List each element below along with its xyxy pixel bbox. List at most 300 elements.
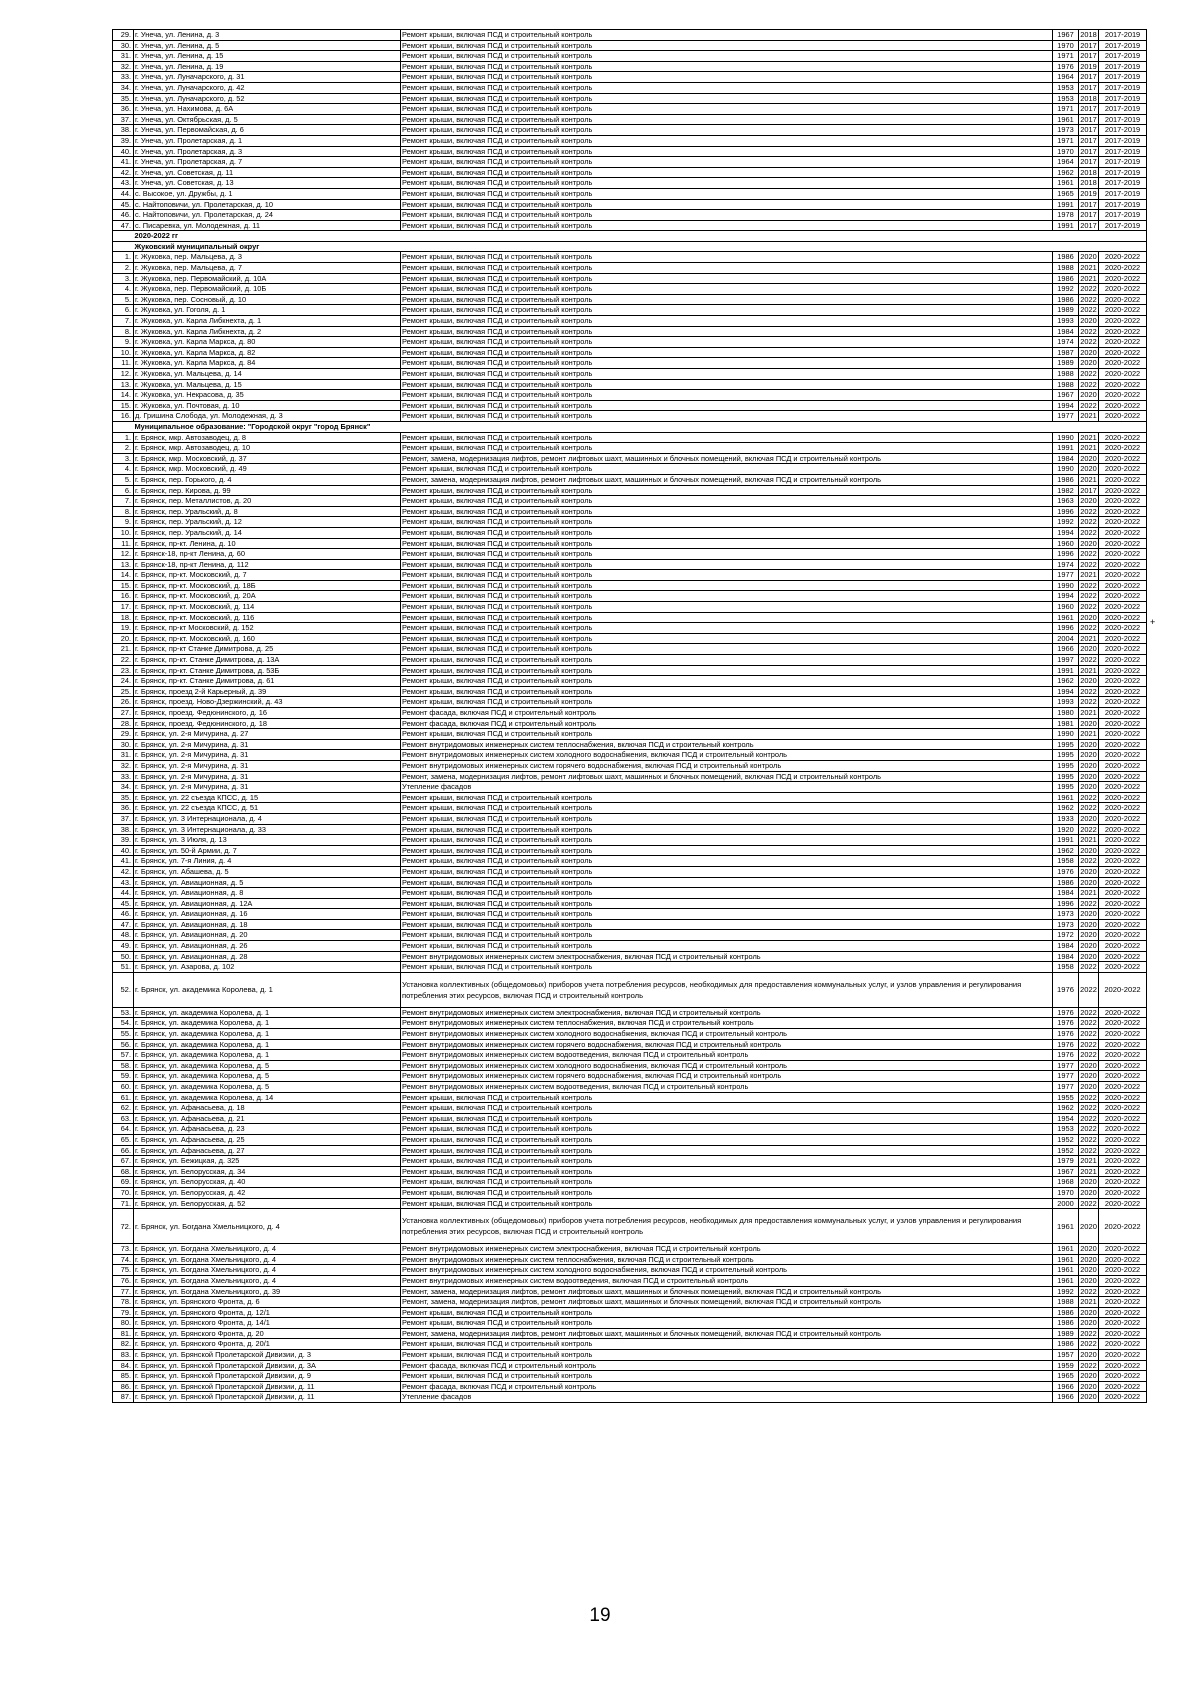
repair-year-cell: 2018 — [1080, 93, 1097, 103]
table-row — [113, 432, 1147, 443]
row-number: 50. — [113, 951, 134, 962]
address-cell: г. Брянск, ул. Брянской Пролетарской Дивизии, д. 3 — [134, 1350, 401, 1361]
row-number: 68. — [113, 1166, 134, 1177]
table-row — [113, 527, 1147, 538]
row-number: 13. — [113, 559, 134, 570]
row-number: 22. — [113, 655, 134, 666]
build-year-cell: 1970 — [1053, 40, 1079, 51]
build-year-cell: 1933 — [1053, 813, 1079, 824]
period-cell: 2020-2022 — [1099, 1166, 1147, 1177]
build-year-cell: 1980 — [1053, 708, 1079, 719]
address-cell: с. Найтоповичи, ул. Пролетарская, д. 24 — [134, 210, 401, 221]
period-cell: 2020-2022 — [1099, 792, 1147, 803]
build-year-cell: 1960 — [1053, 602, 1079, 613]
table-row — [113, 962, 1147, 973]
period-cell: 2020-2022 — [1099, 358, 1147, 369]
repair-year-cell: 2021 — [1080, 665, 1097, 675]
address-cell: г. Брянск, пр-кт. Ленина, д. 10 — [134, 538, 401, 549]
address-cell: г. Брянск, ул. Богдана Хмельницкого, д. 4 — [134, 1244, 401, 1255]
repair-year-cell: 2020 — [1080, 358, 1097, 368]
work-type-cell: Ремонт крыши, включая ПСД и строительный контроль — [401, 316, 1053, 327]
build-year-cell: 1977 — [1053, 1082, 1079, 1093]
period-cell: 2020-2022 — [1099, 1060, 1147, 1071]
address-cell: г. Жуковка, ул. Некрасова, д. 35 — [134, 390, 401, 401]
period-cell: 2020-2022 — [1099, 369, 1147, 380]
period-cell: 2020-2022 — [1099, 538, 1147, 549]
address-cell: г. Брянск, ул. Белорусская, д. 42 — [134, 1187, 401, 1198]
work-type-cell: Ремонт крыши, включая ПСД и строительный контроль — [401, 506, 1053, 517]
table-row — [113, 919, 1147, 930]
build-year-cell: 1955 — [1053, 1092, 1079, 1103]
repair-year-cell: 2020 — [1080, 644, 1097, 654]
period-cell: 2020-2022 — [1099, 623, 1147, 634]
period-cell: 2020-2022 — [1099, 390, 1147, 401]
row-number: 20. — [113, 633, 134, 644]
period-cell: 2017-2019 — [1099, 210, 1147, 221]
period-cell: 2017-2019 — [1099, 61, 1147, 72]
work-type-cell: Ремонт крыши, включая ПСД и строительный контроль — [401, 1177, 1053, 1188]
address-cell: г. Брянск, ул. Богдана Хмельницкого, д. 4 — [134, 1209, 401, 1244]
row-number: 33. — [113, 72, 134, 83]
row-number: 66. — [113, 1145, 134, 1156]
period-cell: 2020-2022 — [1099, 612, 1147, 623]
repair-year-cell: 2022 — [1080, 305, 1097, 315]
work-type-cell: Ремонт крыши, включая ПСД и строительный контроль — [401, 496, 1053, 507]
table-row — [113, 1145, 1147, 1156]
work-type-cell: Ремонт крыши, включая ПСД и строительный контроль — [401, 1198, 1053, 1209]
row-number: 3. — [113, 273, 134, 284]
build-year-cell: 1974 — [1053, 559, 1079, 570]
work-type-cell: Ремонт крыши, включая ПСД и строительный контроль — [401, 633, 1053, 644]
build-year-cell: 1982 — [1053, 485, 1079, 496]
repair-year-cell: 2018 — [1080, 178, 1097, 188]
work-type-cell: Ремонт крыши, включая ПСД и строительный контроль — [401, 676, 1053, 687]
row-number: 87. — [113, 1392, 134, 1403]
build-year-cell: 1961 — [1053, 612, 1079, 623]
period-cell: 2020-2022 — [1099, 443, 1147, 454]
address-cell: г. Брянск, ул. Авиационная, д. 18 — [134, 919, 401, 930]
work-type-cell: Ремонт крыши, включая ПСД и строительный контроль — [401, 697, 1053, 708]
work-type-cell: Ремонт крыши, включая ПСД и строительный контроль — [401, 40, 1053, 51]
period-cell: 2020-2022 — [1099, 1007, 1147, 1018]
address-cell: г. Брянск, ул. Абашева, д. 5 — [134, 866, 401, 877]
address-cell: г. Унеча, ул. Советская, д. 13 — [134, 178, 401, 189]
row-number: 11. — [113, 358, 134, 369]
table-row — [113, 474, 1147, 485]
build-year-cell: 1995 — [1053, 760, 1079, 771]
work-type-cell: Ремонт внутридомовых инженерных систем холодного водоснабжения, включая ПСД и строительный контроль — [401, 1029, 1053, 1040]
address-cell: г. Брянск, ул. Авиационная, д. 26 — [134, 941, 401, 952]
repair-year-cell: 2020 — [1080, 1265, 1097, 1275]
repair-year-cell: 2022 — [1080, 1103, 1097, 1113]
row-number: 2. — [113, 443, 134, 454]
row-number: 16. — [113, 591, 134, 602]
period-cell: 2020-2022 — [1099, 1113, 1147, 1124]
address-cell: г. Брянск, ул. академика Королева, д. 1 — [134, 1050, 401, 1061]
period-cell: 2017-2019 — [1099, 104, 1147, 115]
address-cell: г. Унеча, ул. Нахимова, д. 6А — [134, 104, 401, 115]
repair-year-cell: 2020 — [1080, 1071, 1097, 1081]
table-row — [113, 1124, 1147, 1135]
row-number: 24. — [113, 676, 134, 687]
period-cell: 2020-2022 — [1099, 1050, 1147, 1061]
period-cell: 2020-2022 — [1099, 1307, 1147, 1318]
period-cell: 2020-2022 — [1099, 1297, 1147, 1308]
repair-year-cell: 2020 — [1080, 316, 1097, 326]
table-row — [113, 803, 1147, 814]
table-row — [113, 1018, 1147, 1029]
table-row — [113, 1060, 1147, 1071]
repair-year-cell: 2022 — [1080, 369, 1097, 378]
row-number: 81. — [113, 1328, 134, 1339]
build-year-cell: 1959 — [1053, 1360, 1079, 1371]
table-row — [113, 580, 1147, 591]
period-cell: 2020-2022 — [1099, 591, 1147, 602]
work-type-cell: Ремонт крыши, включая ПСД и строительный контроль — [401, 199, 1053, 210]
address-cell: г. Брянск, пр-кт Станке Димитрова, д. 25 — [134, 644, 401, 655]
address-cell: г. Брянск, ул. академика Королева, д. 1 — [134, 1039, 401, 1050]
repair-year-cell: 2022 — [1080, 856, 1097, 866]
address-cell: г. Брянск, ул. Авиационная, д. 20 — [134, 930, 401, 941]
period-cell: 2020-2022 — [1099, 411, 1147, 422]
build-year-cell: 1994 — [1053, 686, 1079, 697]
table-row — [113, 252, 1147, 263]
period-cell: 2020-2022 — [1099, 782, 1147, 793]
table-row — [113, 708, 1147, 719]
period-cell: 2020-2022 — [1099, 1103, 1147, 1114]
table-row — [113, 1039, 1147, 1050]
row-number: 1. — [113, 432, 134, 443]
work-type-cell: Ремонт крыши, включая ПСД и строительный контроль — [401, 1371, 1053, 1382]
build-year-cell: 1976 — [1053, 1039, 1079, 1050]
build-year-cell: 1965 — [1053, 188, 1079, 199]
period-cell: 2020-2022 — [1099, 771, 1147, 782]
row-number: 77. — [113, 1286, 134, 1297]
row-number: 8. — [113, 326, 134, 337]
build-year-cell: 1988 — [1053, 1297, 1079, 1308]
table-row — [113, 1381, 1147, 1392]
period-cell: 2020-2022 — [1099, 432, 1147, 443]
repair-year-cell: 2022 — [1080, 824, 1097, 834]
build-year-cell: 1990 — [1053, 580, 1079, 591]
section-spacer — [113, 231, 134, 242]
build-year-cell: 1991 — [1053, 835, 1079, 846]
work-type-cell: Ремонт внутридомовых инженерных систем электроснабжения, включая ПСД и строительный контроль — [401, 1007, 1053, 1018]
period-cell: 2020-2022 — [1099, 1082, 1147, 1093]
row-number: 58. — [113, 1060, 134, 1071]
period-cell: 2017-2019 — [1099, 51, 1147, 62]
row-number: 31. — [113, 51, 134, 62]
work-type-cell: Ремонт крыши, включая ПСД и строительный контроль — [401, 326, 1053, 337]
repair-year-cell: 2021 — [1080, 633, 1097, 643]
address-cell: г. Брянск, пер. Уральский, д. 8 — [134, 506, 401, 517]
table-row — [113, 941, 1147, 952]
row-number: 4. — [113, 464, 134, 475]
repair-year-cell: 2020 — [1080, 1254, 1097, 1264]
work-type-cell: Ремонт крыши, включая ПСД и строительный контроль — [401, 114, 1053, 125]
row-number: 51. — [113, 962, 134, 973]
repair-year-cell: 2022 — [1080, 1113, 1097, 1123]
period-cell: 2020-2022 — [1099, 379, 1147, 390]
work-type-cell: Ремонт крыши, включая ПСД и строительный контроль — [401, 485, 1053, 496]
address-cell: г. Унеча, ул. Ленина, д. 5 — [134, 40, 401, 51]
period-cell: 2017-2019 — [1099, 220, 1147, 231]
address-cell: г. Брянск, ул. Афанасьева, д. 27 — [134, 1145, 401, 1156]
row-number: 5. — [113, 294, 134, 305]
repair-year-cell: 2022 — [1080, 803, 1097, 813]
work-type-cell: Ремонт внутридомовых инженерных систем горячего водоснабжения, включая ПСД и строительный контроль — [401, 760, 1053, 771]
repair-year-cell: 2017 — [1080, 114, 1097, 124]
period-cell: 2020-2022 — [1099, 252, 1147, 263]
work-type-cell: Ремонт крыши, включая ПСД и строительный контроль — [401, 252, 1053, 263]
work-type-cell: Ремонт крыши, включая ПСД и строительный контроль — [401, 803, 1053, 814]
table-row — [113, 1166, 1147, 1177]
section-title: Муниципальное образование: "Городской округ "город Брянск" — [134, 421, 1147, 432]
repair-year-cell: 2020 — [1080, 1371, 1097, 1381]
repair-year-cell: 2022 — [1080, 898, 1097, 908]
table-row — [113, 845, 1147, 856]
repair-year-cell: 2021 — [1080, 273, 1097, 283]
build-year-cell: 1961 — [1053, 1244, 1079, 1255]
row-number: 56. — [113, 1039, 134, 1050]
period-cell: 2020-2022 — [1099, 1198, 1147, 1209]
build-year-cell: 1988 — [1053, 263, 1079, 274]
period-cell: 2020-2022 — [1099, 326, 1147, 337]
row-number: 10. — [113, 347, 134, 358]
row-number: 15. — [113, 400, 134, 411]
build-year-cell: 1996 — [1053, 506, 1079, 517]
row-number: 54. — [113, 1018, 134, 1029]
table-row — [113, 220, 1147, 231]
address-cell: г. Унеча, ул. Пролетарская, д. 3 — [134, 146, 401, 157]
work-type-cell: Ремонт фасада, включая ПСД и строительный контроль — [401, 1360, 1053, 1371]
build-year-cell: 1961 — [1053, 1265, 1079, 1276]
table-row — [113, 1307, 1147, 1318]
table-row — [113, 1113, 1147, 1124]
period-cell: 2020-2022 — [1099, 835, 1147, 846]
table-row — [113, 443, 1147, 454]
row-number: 45. — [113, 898, 134, 909]
address-cell: г. Брянск, проезд. Федюнинского, д. 16 — [134, 708, 401, 719]
row-number: 10. — [113, 527, 134, 538]
work-type-cell: Ремонт крыши, включая ПСД и строительный контроль — [401, 125, 1053, 136]
row-number: 29. — [113, 30, 134, 41]
table-row — [113, 591, 1147, 602]
repair-year-cell: 2022 — [1080, 559, 1097, 569]
build-year-cell: 1920 — [1053, 824, 1079, 835]
row-number: 42. — [113, 167, 134, 178]
address-cell: г. Жуковка, пер. Сосновый, д. 10 — [134, 294, 401, 305]
table-row — [113, 1265, 1147, 1276]
address-cell: г. Брянск, ул. 3 Июля, д. 13 — [134, 835, 401, 846]
build-year-cell: 1961 — [1053, 792, 1079, 803]
table-row — [113, 559, 1147, 570]
build-year-cell: 1962 — [1053, 167, 1079, 178]
period-cell: 2017-2019 — [1099, 125, 1147, 136]
repair-year-cell: 2021 — [1080, 708, 1097, 717]
table-row — [113, 813, 1147, 824]
work-type-cell: Ремонт, замена, модернизация лифтов, ремонт лифтовых шахт, машинных и блочных помещений, включая ПСД и строительный контроль — [401, 474, 1053, 485]
address-cell: г. Брянск, ул. академика Королева, д. 14 — [134, 1092, 401, 1103]
work-type-cell: Ремонт крыши, включая ПСД и строительный контроль — [401, 347, 1053, 358]
table-row — [113, 1350, 1147, 1361]
work-type-cell: Ремонт крыши, включая ПСД и строительный контроль — [401, 358, 1053, 369]
address-cell: г. Брянск, ул. Азарова, д. 102 — [134, 962, 401, 973]
build-year-cell: 1981 — [1053, 718, 1079, 729]
period-cell: 2020-2022 — [1099, 1371, 1147, 1382]
work-type-cell: Ремонт крыши, включая ПСД и строительный контроль — [401, 888, 1053, 899]
build-year-cell: 1990 — [1053, 729, 1079, 740]
address-cell: г. Брянск, ул. Авиационная, д. 28 — [134, 951, 401, 962]
build-year-cell: 1976 — [1053, 866, 1079, 877]
address-cell: г. Брянск, ул. 2-я Мичурина, д. 31 — [134, 782, 401, 793]
work-type-cell: Ремонт крыши, включая ПСД и строительный контроль — [401, 612, 1053, 623]
build-year-cell: 1993 — [1053, 697, 1079, 708]
row-number: 73. — [113, 1244, 134, 1255]
period-cell: 2020-2022 — [1099, 1156, 1147, 1167]
table-row — [113, 146, 1147, 157]
repair-year-cell: 2022 — [1080, 294, 1097, 304]
work-type-cell: Ремонт крыши, включая ПСД и строительный контроль — [401, 623, 1053, 634]
row-number: 32. — [113, 61, 134, 72]
repair-year-cell: 2022 — [1080, 326, 1097, 336]
work-type-cell: Ремонт, замена, модернизация лифтов, ремонт лифтовых шахт, машинных и блочных помещений, включая ПСД и строительный контроль — [401, 453, 1053, 464]
table-row — [113, 188, 1147, 199]
page-number: 19 — [589, 1605, 611, 1626]
row-number: 75. — [113, 1265, 134, 1276]
table-row — [113, 951, 1147, 962]
period-cell: 2017-2019 — [1099, 199, 1147, 210]
address-cell: г. Брянск, ул. Богдана Хмельницкого, д. 4 — [134, 1254, 401, 1265]
period-cell: 2017-2019 — [1099, 188, 1147, 199]
row-number: 30. — [113, 739, 134, 750]
address-cell: г. Брянск, ул. Афанасьева, д. 25 — [134, 1134, 401, 1145]
build-year-cell: 1989 — [1053, 305, 1079, 316]
address-cell: г. Брянск, проезд 2-й Карьерный, д. 39 — [134, 686, 401, 697]
repair-year-cell: 2020 — [1080, 612, 1097, 622]
row-number: 18. — [113, 612, 134, 623]
work-type-cell: Ремонт крыши, включая ПСД и строительный контроль — [401, 379, 1053, 390]
table-row — [113, 866, 1147, 877]
period-cell: 2020-2022 — [1099, 602, 1147, 613]
build-year-cell: 1967 — [1053, 390, 1079, 401]
work-type-cell: Ремонт крыши, включая ПСД и строительный контроль — [401, 813, 1053, 824]
work-type-cell: Ремонт фасада, включая ПСД и строительный контроль — [401, 708, 1053, 719]
work-type-cell: Ремонт крыши, включая ПСД и строительный контроль — [401, 866, 1053, 877]
repair-year-cell: 2020 — [1080, 866, 1097, 876]
build-year-cell: 1986 — [1053, 294, 1079, 305]
repair-year-cell: 2020 — [1080, 750, 1097, 760]
build-year-cell: 1962 — [1053, 845, 1079, 856]
work-type-cell: Ремонт крыши, включая ПСД и строительный контроль — [401, 284, 1053, 295]
build-year-cell: 1963 — [1053, 496, 1079, 507]
build-year-cell: 1992 — [1053, 517, 1079, 528]
table-row — [113, 665, 1147, 676]
address-cell: г. Брянск, ул. Богдана Хмельницкого, д. 4 — [134, 1265, 401, 1276]
table-row — [113, 464, 1147, 475]
row-number: 7. — [113, 496, 134, 507]
work-type-cell: Ремонт крыши, включая ПСД и строительный контроль — [401, 517, 1053, 528]
build-year-cell: 1971 — [1053, 104, 1079, 115]
work-type-cell: Ремонт внутридомовых инженерных систем теплоснабжения, включая ПСД и строительный контроль — [401, 1018, 1053, 1029]
row-number: 29. — [113, 729, 134, 740]
period-cell: 2020-2022 — [1099, 570, 1147, 581]
row-number: 7. — [113, 316, 134, 327]
build-year-cell: 1989 — [1053, 1328, 1079, 1339]
repair-year-cell: 2017 — [1080, 104, 1097, 114]
work-type-cell: Ремонт крыши, включая ПСД и строительный контроль — [401, 1318, 1053, 1329]
row-number: 63. — [113, 1113, 134, 1124]
address-cell: г. Брянск, пер. Горького, д. 4 — [134, 474, 401, 485]
row-number: 45. — [113, 199, 134, 210]
row-number: 39. — [113, 835, 134, 846]
address-cell: г. Брянск, мкр. Автозаводец, д. 10 — [134, 443, 401, 454]
repair-year-cell: 2022 — [1080, 580, 1097, 590]
address-cell: г. Брянск, мкр. Автозаводец, д. 8 — [134, 432, 401, 443]
build-year-cell: 1952 — [1053, 1134, 1079, 1145]
build-year-cell: 1971 — [1053, 135, 1079, 146]
period-cell: 2020-2022 — [1099, 263, 1147, 274]
build-year-cell: 1978 — [1053, 210, 1079, 221]
address-cell: г. Брянск, ул. Авиационная, д. 5 — [134, 877, 401, 888]
address-cell: с. Писаревка, ул. Молодежная, д. 11 — [134, 220, 401, 231]
repair-year-cell: 2020 — [1080, 1350, 1097, 1360]
table-row — [113, 676, 1147, 687]
table-row — [113, 506, 1147, 517]
repair-year-cell: 2021 — [1080, 1156, 1097, 1166]
build-year-cell: 1977 — [1053, 570, 1079, 581]
address-cell: г. Брянск, ул. Брянского Фронта, д. 14/1 — [134, 1318, 401, 1329]
build-year-cell: 1991 — [1053, 443, 1079, 454]
work-type-cell: Ремонт крыши, включая ПСД и строительный контроль — [401, 856, 1053, 867]
work-type-cell: Ремонт крыши, включая ПСД и строительный контроль — [401, 188, 1053, 199]
work-type-cell: Ремонт крыши, включая ПСД и строительный контроль — [401, 82, 1053, 93]
build-year-cell: 1989 — [1053, 358, 1079, 369]
repair-year-cell: 2021 — [1080, 888, 1097, 898]
table-row — [113, 1244, 1147, 1255]
build-year-cell: 1957 — [1053, 1350, 1079, 1361]
period-cell: 2020-2022 — [1099, 474, 1147, 485]
row-number: 2. — [113, 263, 134, 274]
repair-year-cell: 2022 — [1080, 1007, 1097, 1017]
period-cell: 2020-2022 — [1099, 803, 1147, 814]
address-cell: г. Унеча, ул. Луначарского, д. 52 — [134, 93, 401, 104]
table-row — [113, 1286, 1147, 1297]
build-year-cell: 1995 — [1053, 739, 1079, 750]
section-header-row — [113, 241, 1147, 252]
address-cell: г. Брянск, ул. академика Королева, д. 5 — [134, 1082, 401, 1093]
period-cell: 2020-2022 — [1099, 273, 1147, 284]
repair-year-cell: 2020 — [1080, 538, 1097, 548]
address-cell: г. Жуковка, пер. Первомайский, д. 10Б — [134, 284, 401, 295]
repair-year-cell: 2022 — [1080, 792, 1097, 802]
address-cell: г. Брянск, проезд. Ново-Дзержинский, д. 43 — [134, 697, 401, 708]
address-cell: г. Жуковка, ул. Карла Либкнехта, д. 2 — [134, 326, 401, 337]
table-row — [113, 273, 1147, 284]
address-cell: г. Брянск, ул. академика Королева, д. 1 — [134, 1029, 401, 1040]
address-cell: г. Брянск, ул. академика Королева, д. 1 — [134, 972, 401, 1007]
row-number: 46. — [113, 210, 134, 221]
period-cell: 2020-2022 — [1099, 316, 1147, 327]
table-row — [113, 792, 1147, 803]
address-cell: г. Унеча, ул. Ленина, д. 3 — [134, 30, 401, 41]
repair-year-cell: 2022 — [1079, 972, 1099, 1007]
address-cell: г. Брянск, ул. Богдана Хмельницкого, д. 39 — [134, 1286, 401, 1297]
table-row — [113, 972, 1147, 1007]
period-cell: 2020-2022 — [1099, 972, 1147, 1007]
address-cell: г. Брянск, ул. 22 съезда КПСС, д. 51 — [134, 803, 401, 814]
work-type-cell: Ремонт внутридомовых инженерных систем теплоснабжения, включая ПСД и строительный контроль — [401, 1254, 1053, 1265]
